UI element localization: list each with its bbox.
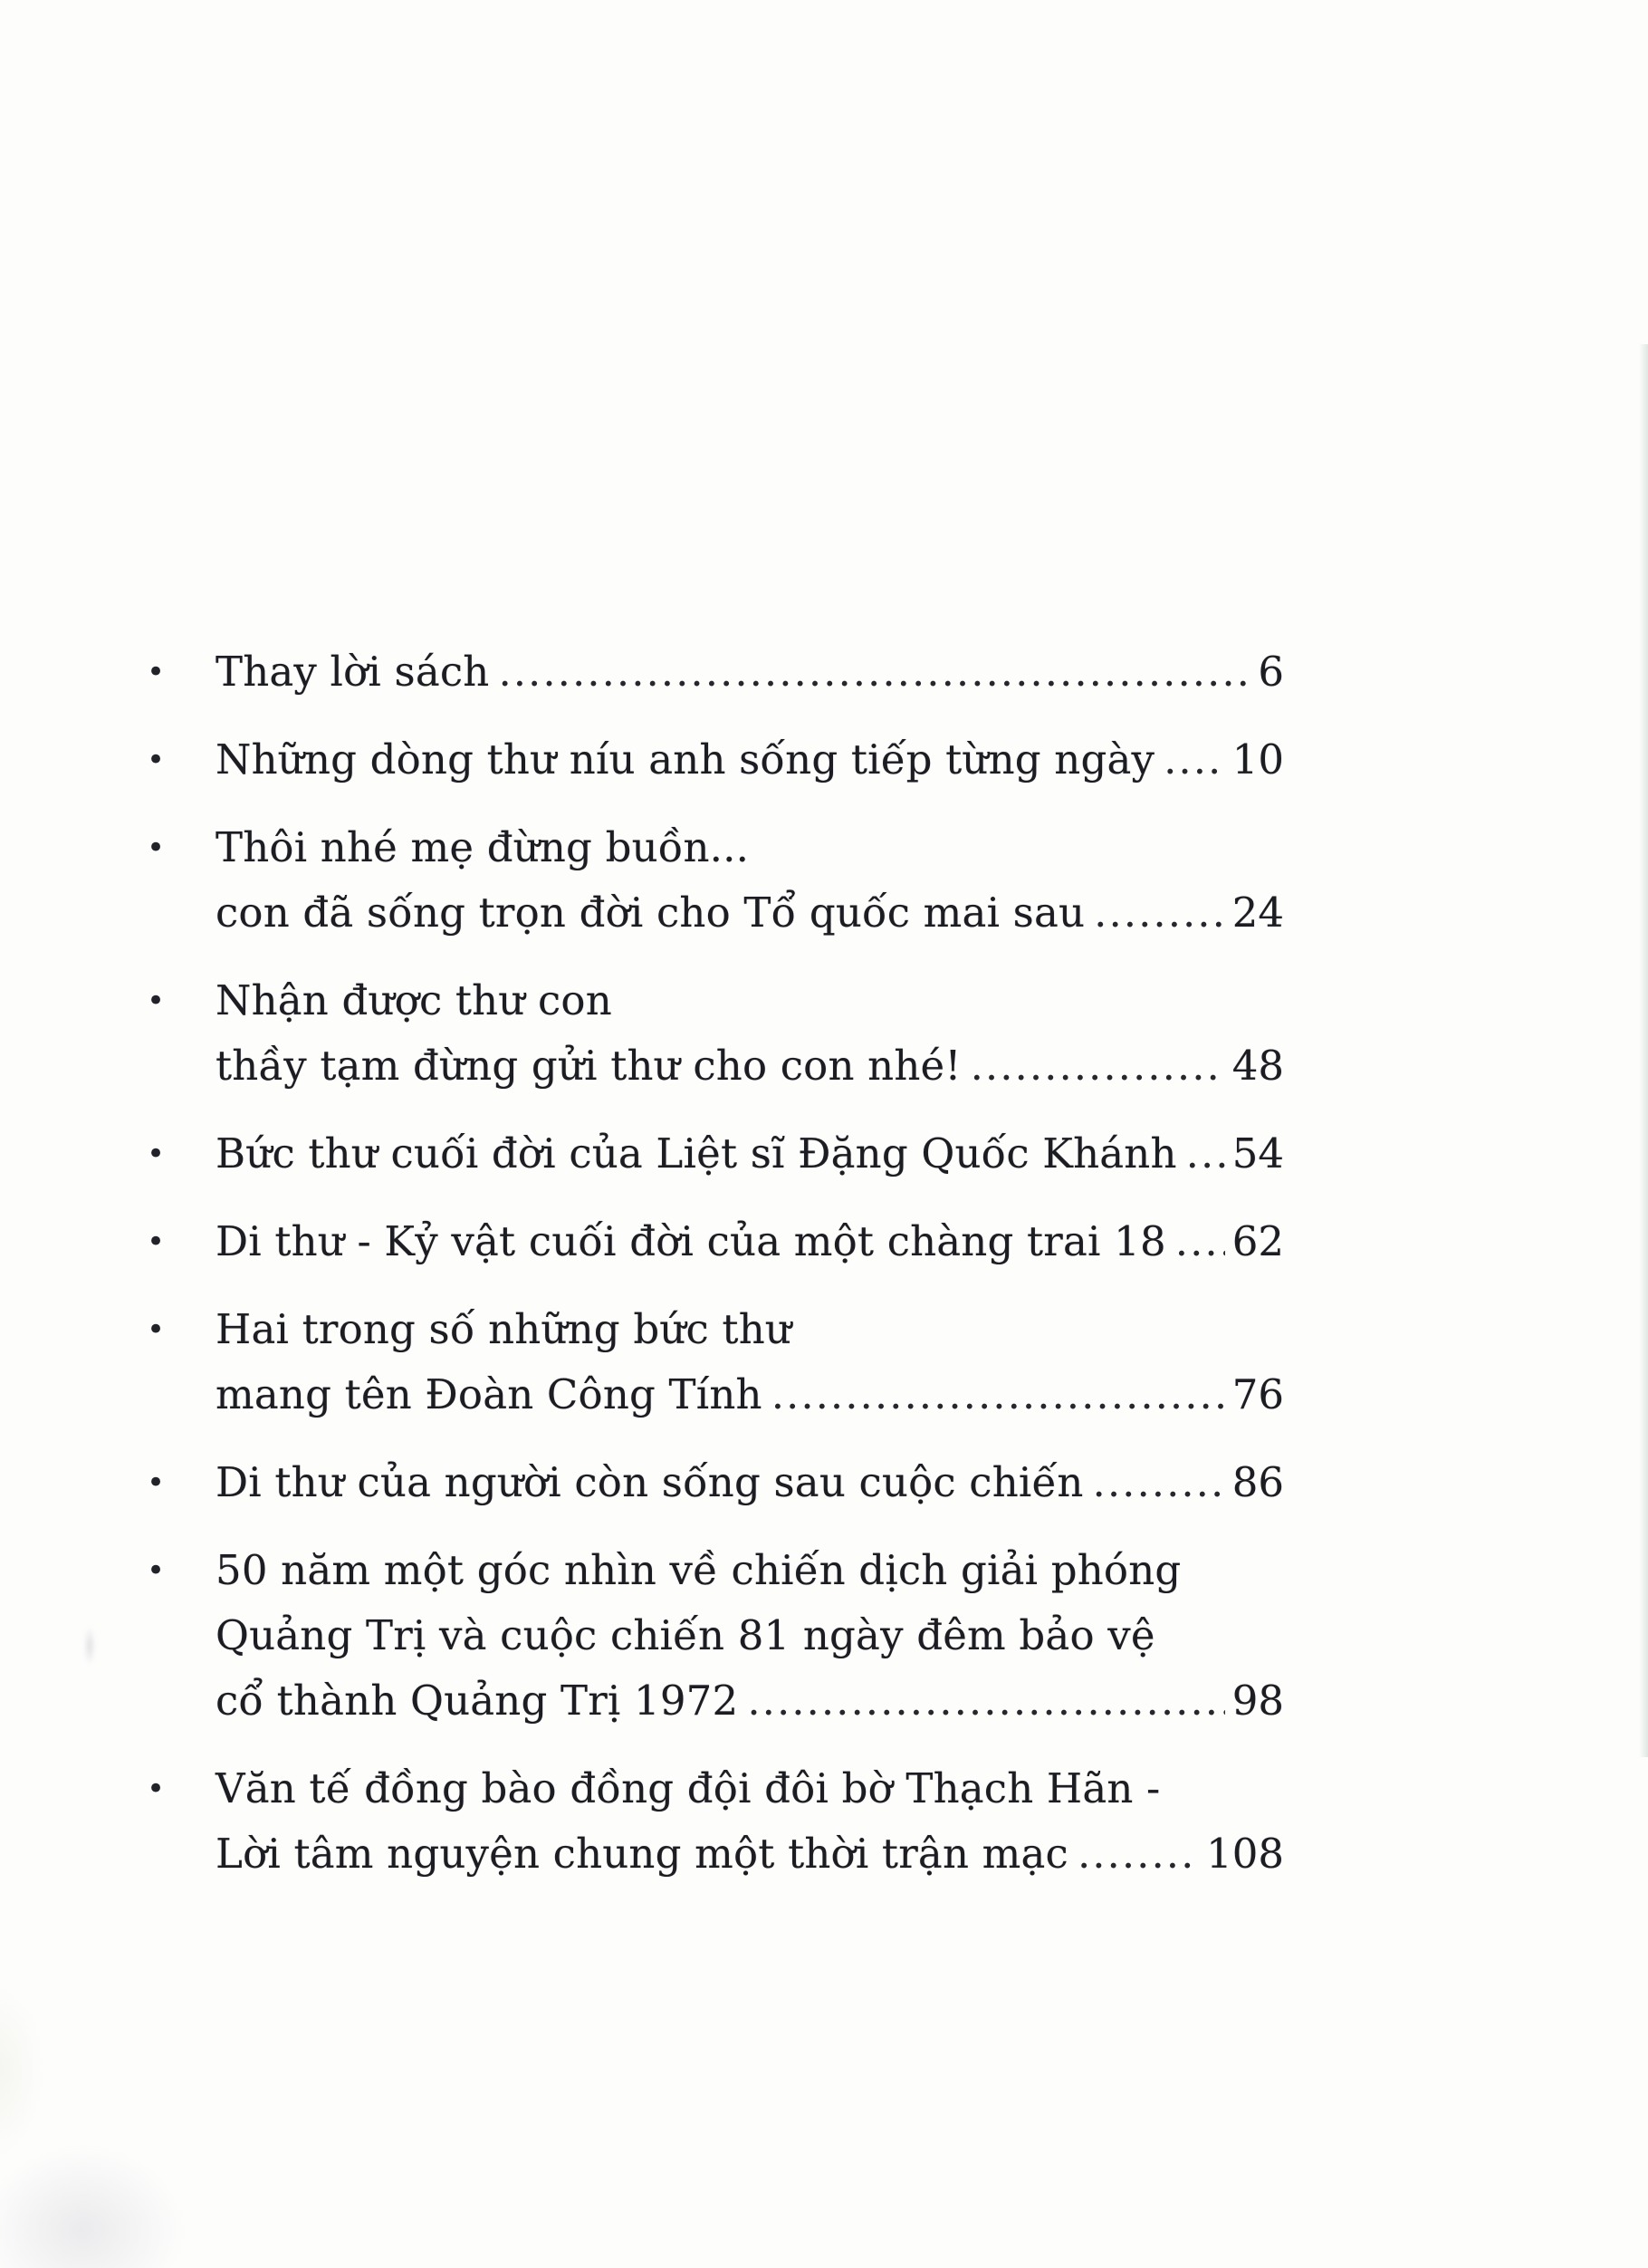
toc-entry-lines: [216, 1538, 1284, 1734]
page-number: 6: [1258, 648, 1284, 696]
toc-entry-title: Thay lời sách: [216, 648, 490, 696]
page-number: 108: [1206, 1830, 1284, 1878]
toc-line: [216, 968, 1284, 1033]
toc-entry-lines: [216, 968, 1284, 1099]
toc-entry: [145, 968, 1284, 1099]
dot-leader: [1164, 727, 1225, 793]
dot-leader: [1078, 1821, 1199, 1887]
toc-entry-title: Nhận được thư con: [216, 976, 612, 1024]
scan-noise-bottom-left: [0, 1951, 353, 2268]
toc-entry-lines: [216, 1756, 1284, 1887]
toc-line: [216, 1668, 1284, 1734]
toc-entry-title: cổ thành Quảng Trị 1972: [216, 1677, 739, 1725]
page-number: 24: [1231, 889, 1284, 937]
toc-entry-title: Những dòng thư níu anh sống tiếp từng ngày: [216, 735, 1155, 783]
toc-line: [216, 1538, 1284, 1603]
toc-entry-title: Quảng Trị và cuộc chiến 81 ngày đêm bảo vệ: [216, 1611, 1155, 1659]
scan-edge-artifact: [1639, 344, 1648, 1757]
dot-leader: [747, 1668, 1224, 1734]
toc-entry-lines: [216, 1297, 1284, 1427]
toc-entry: [145, 815, 1284, 946]
toc-entry-title: Hai trong số những bức thư: [216, 1305, 792, 1353]
toc-entry: [145, 1538, 1284, 1734]
toc-entry-title: Văn tế đồng bào đồng đội đôi bờ Thạch Hãn -: [216, 1764, 1161, 1812]
toc-entry-title: thầy tạm đừng gửi thư cho con nhé!: [216, 1042, 962, 1090]
toc-entry: [145, 1209, 1284, 1274]
toc-entry-title: Bức thư cuối đời của Liệt sĩ Đặng Quốc Khánh: [216, 1129, 1177, 1177]
page-number: 48: [1231, 1042, 1284, 1090]
toc-line: [216, 1450, 1284, 1515]
toc-entry-title: Lời tâm nguyện chung một thời trận mạc: [216, 1830, 1068, 1878]
toc-line: [216, 1756, 1284, 1821]
dot-leader: [1186, 1121, 1225, 1187]
dot-leader: [1093, 1450, 1225, 1515]
dot-leader: [498, 639, 1250, 705]
toc-line: [216, 727, 1284, 793]
page-number: 54: [1231, 1129, 1284, 1177]
page-number: 86: [1231, 1458, 1284, 1506]
toc-entry-title: Di thư của người còn sống sau cuộc chiến: [216, 1458, 1084, 1506]
toc-line: [216, 1033, 1284, 1099]
toc-entry-title: con đã sống trọn đời cho Tổ quốc mai sau: [216, 889, 1086, 937]
toc-entry: [145, 1756, 1284, 1887]
bullet-icon: •: [147, 1136, 166, 1172]
toc-line: [216, 1603, 1284, 1668]
toc-entry-lines: [216, 1121, 1284, 1187]
dot-leader: [1094, 880, 1225, 946]
toc-entry-lines: [216, 815, 1284, 946]
toc-line: [216, 1121, 1284, 1187]
dot-leader: [771, 1362, 1225, 1427]
toc-entry-title: 50 năm một góc nhìn về chiến dịch giải phóng: [216, 1546, 1182, 1594]
toc-line: [216, 1821, 1284, 1887]
toc-entry-title: Thôi nhé mẹ đừng buồn...: [216, 823, 750, 871]
toc-line: [216, 1297, 1284, 1362]
toc-line: [216, 1209, 1284, 1274]
page-number: 98: [1231, 1677, 1284, 1725]
toc-line: [216, 880, 1284, 946]
toc-entry-title: Di thư - Kỷ vật cuối đời của một chàng trai 18: [216, 1217, 1166, 1265]
toc-entry-lines: [216, 1450, 1284, 1515]
toc-entry-lines: [216, 727, 1284, 793]
toc-line: [216, 815, 1284, 880]
bullet-icon: •: [147, 983, 166, 1019]
bullet-icon: •: [147, 1552, 166, 1589]
page-number: 62: [1231, 1217, 1284, 1265]
dot-leader: [1175, 1209, 1225, 1274]
scan-noise-left-margin: [83, 1626, 96, 1666]
toc-entry-lines: [216, 1209, 1284, 1274]
toc-entry-title: mang tên Đoàn Công Tính: [216, 1370, 762, 1418]
toc-line: [216, 1362, 1284, 1427]
bullet-icon: •: [147, 1312, 166, 1348]
bullet-icon: •: [147, 830, 166, 866]
bullet-icon: •: [147, 1465, 166, 1501]
toc-entry: [145, 1121, 1284, 1187]
table-of-contents: [145, 639, 1284, 1909]
page-number: 76: [1231, 1370, 1284, 1418]
bullet-icon: •: [147, 742, 166, 778]
bullet-icon: •: [147, 654, 166, 690]
bullet-icon: •: [147, 1771, 166, 1807]
toc-entry: [145, 1297, 1284, 1427]
toc-entry: [145, 1450, 1284, 1515]
toc-entry: [145, 727, 1284, 793]
toc-line: [216, 639, 1284, 705]
bullet-icon: •: [147, 1224, 166, 1260]
dot-leader: [971, 1033, 1225, 1099]
page-number: 10: [1231, 735, 1284, 783]
toc-entry-lines: [216, 639, 1284, 705]
toc-entry: [145, 639, 1284, 705]
